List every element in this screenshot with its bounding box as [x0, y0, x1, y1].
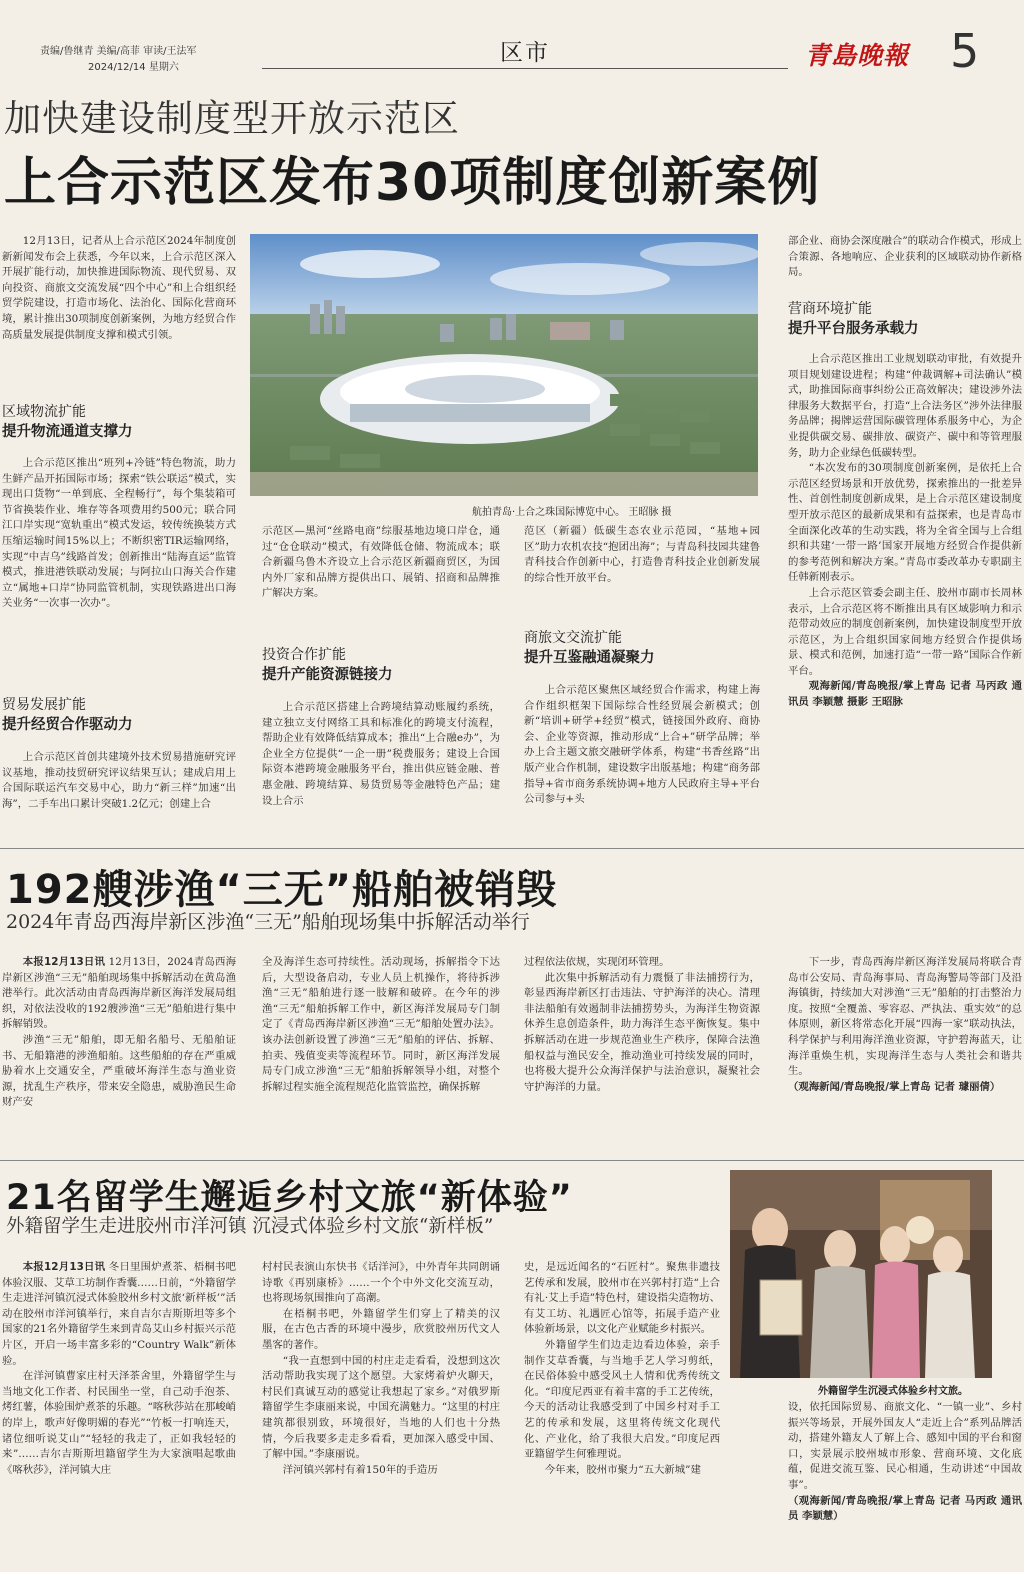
article3-col2-text: 村村民表演山东快书《话洋河》，中外青年共同朗诵诗歌《再别康桥》……一个个中外文化交流互动，也将现场氛围推向了高潮。: [262, 1261, 500, 1305]
article1-para3: 示范区—黑河“丝路电商”综服基地边境口岸仓，通过“仓仓联动”模式，有效降低仓储、物流成本；联合新疆乌鲁木齐设立上合示范区新疆商贸区，为国内外厂家和品牌方提供出口、展销、招商和品牌推广解决方案。: [262, 525, 500, 600]
article1-para5: 范区（新疆）低碳生态农业示范园，“基地+园区”助力农机农技“抱团出海”；与青岛科技园共建鲁青科技合作创新中心，打造鲁青科技企业创新发展的综合性开放平台。: [524, 525, 760, 584]
article2-byline: （观海新闻/青岛晚报/掌上青岛 记者 璩丽倩）: [788, 1080, 1001, 1093]
article3-col2: [262, 1260, 500, 1478]
article1-para10: 上合示范区管委会副主任、胶州市副市长周林表示，上合示范区将不断推出具有区域影响力和示范带动效应的制度创新案例，加快建设制度型开放示范区，为上合组织国家间地方经贸合作提供场景、模式和范例，加速打造“一带一路”国际合作新平台。: [788, 586, 1022, 677]
section-title: 区市: [500, 40, 550, 66]
subhead-5a: 营商环境扩能: [788, 301, 872, 317]
article1-para7: 部企业、商协会深度融合”的联动合作模式，形成上合策源、各地响应、企业获利的区域联动协作新格局。: [788, 235, 1022, 279]
article2-headline: 192艘涉渔“三无”船舶被销毁: [6, 867, 558, 913]
subhead-1a: 区域物流扩能: [2, 404, 86, 420]
article1-subhead-3: [262, 645, 500, 685]
article1-para1: 上合示范区推出“班列+冷链”特色物流，助力生鲜产品开拓国际市场；探索“铁公联运”模式，实现出口货物“一单到底、全程畅行”，每个集装箱可节省换装作业、堆存等各项费用约500元；联合同江口岸实现“宽轨重出”模式发运，较传统换装方式压缩运输时间15%以上；不断织密TIR运输网络，实现“中吉乌”线路首发；创新推出“陆海直运”监管模式，推进港铁联动发展；与阿拉山口海关合作建立“属地+口岸”协同监管机制，实现铁路进出口海关业务“一次事一次办”。: [2, 457, 236, 610]
article2-col2-text: 全及海洋生态可持续性。活动现场，拆解指令下达后，大型设备启动，专业人员上机操作，将待拆涉渔“三无”船舶进行逐一肢解和破碎。在今年的涉渔“三无”船舶拆解工作中，新区海洋发展局专门制定了《青岛西海岸新区涉渔“三无”船舶处置办法》。该办法创新设置了涉渔“三无”船舶的评估、拆解、拍卖、残值变卖等流程环节。同时，新区海洋发展局专门成立涉渔“三无”船舶拆解领导小组，对整个拆解过程实施全流程规范化监管监控，确保拆解: [262, 956, 500, 1093]
article1-subhead-4: [524, 628, 760, 668]
article3-col3b: 外籍留学生们边走边看边体验，亲手制作艾草香囊，与当地手艺人学习剪纸，在民俗体验中感受风土人情和优秀传统文化。“印度尼西亚有着丰富的手工艺传统，今天的活动让我感受到了中国乡村对手工艺的传承和发展，这里将传统文化现代化、产业化，给了我很大启发。”印度尼西亚籍留学生何雅理说。: [524, 1338, 720, 1461]
article1-lead: 12月13日，记者从上合示范区2024年制度创新新闻发布会上获悉，今年以来，上合示范区深入开展扩能行动，加快推进国际物流、现代贸易、双向投资、商旅文交流发展“四个中心”和上合组织经贸学院建设，打造市场化、法治化、国际化营商环境，累计推出30项制度创新案例，为地方经贸合作高质量发展提供制度支撑和模式引领。: [2, 235, 236, 341]
subhead-3b: 提升产能资源链接力: [262, 667, 393, 683]
article3-photo: [730, 1170, 992, 1378]
article1-col2: [262, 524, 500, 602]
divider-2: [0, 1160, 1024, 1161]
article3-headline: 21名留学生邂逅乡村文旅“新体验”: [6, 1178, 573, 1218]
article1-photo-caption: 航拍青岛·上合之珠国际博览中心。 王昭脉 摄: [472, 507, 672, 518]
editors-line: 责编/鲁继青 美编/高菲 审读/王法军: [40, 46, 197, 57]
article3-col4-text: 设，依托国际贸易、商旅文化、“一镇一业”、乡村振兴等场景，开展外国友人“走近上合”系列品牌活动，搭建外籍友人了解上合、感知中国的平台和窗口，实景展示胶州城市形象、营商环境、文化底蕴，促进交流互鉴、民心相通，生动讲述“中国故事”。: [788, 1401, 1022, 1491]
article1-col1-body: [2, 456, 236, 612]
masthead-logo: 青島晚報: [805, 41, 910, 70]
article2-col2: [262, 955, 500, 1095]
article1-kicker: 加快建设制度型开放示范区: [4, 97, 460, 140]
subhead-5b: 提升平台服务承载力: [788, 321, 919, 337]
article3-col2d: 洋河镇兴郭村有着150年的手造历: [282, 1463, 438, 1476]
article3-col3c: 今年来，胶州市聚力“五大新城”建: [544, 1463, 701, 1476]
article1-para4: 上合示范区搭建上合跨境结算动账履约系统，建立独立支付网络工具和标准化的跨境支付流程，帮助企业有效降低结算成本；推出“上合融e办”，为企业全方位提供“一企一册”税费服务；建设上合国际资本港跨境金融服务平台，推出供应链金融、普惠金融、跨境结算、易货贸易等金融特色产品；建设上合示: [262, 701, 500, 807]
article2-col3-text: 过程依法依规，实现闭环管理。: [524, 956, 670, 968]
subhead-4a: 商旅文交流扩能: [524, 630, 622, 646]
article1-col1-body2: [2, 750, 236, 812]
article3-photo-caption: 外籍留学生沉浸式体验乡村文旅。: [818, 1386, 968, 1397]
article2-col4: [788, 955, 1022, 1095]
article1-subhead-5: [788, 299, 1022, 339]
article1-headline: 上合示范区发布30项制度创新案例: [4, 153, 821, 213]
subhead-1b: 提升物流通道支撑力: [2, 424, 133, 440]
subhead-2a: 贸易发展扩能: [2, 697, 86, 713]
expo-center-aerial-photo: [250, 234, 758, 496]
article2-col1b: 涉渔“三无”船舶，即无船名船号、无船舶证书、无船籍港的涉渔船舶。这些船舶的存在严重威胁着水上交通安全，严重破坏海洋生态与渔业资源，扰乱生产秩序，带来安全隐患，威胁渔民生命财产安: [2, 1033, 236, 1109]
article3-col3: [524, 1260, 720, 1478]
article3-col3-text: 史，是远近闻名的“石匠村”。聚焦非遗技艺传承和发展，胶州市在兴郭村打造“上合有礼·艾上手造”特色村，建设指尖造物坊、有艾工坊、礼遇匠心馆等，拓展手造产业体验新场景，以文化产业赋能乡村振兴。: [524, 1261, 720, 1336]
article1-col4: [788, 234, 1022, 281]
article2-col3b: 此次集中拆解活动有力震慑了非法捕捞行为，彰显西海岸新区打击违法、守护海洋的决心。清理非法船舶有效遏制非法捕捞势头，为海洋生物资源休养生息创造条件，助力海洋生态平衡恢复。集中拆解活动在进一步规范渔业生产秩序，保障合法渔船权益与渔民安全，推动渔业可持续发展的同时，也将极大提升公众海洋保护与法治意识，凝聚社会守护海洋的力量。: [524, 971, 760, 1093]
article3-deck: 外籍留学生走进胶州市洋河镇 沉浸式体验乡村文旅“新样板”: [6, 1216, 494, 1237]
article1-col1: [2, 234, 236, 343]
page-number: 5: [950, 24, 980, 78]
article3-byline: （观海新闻/青岛晚报/掌上青岛 记者 马丙政 通讯员 李颖慧）: [788, 1494, 1022, 1523]
subhead-4b: 提升互鉴融通凝聚力: [524, 650, 655, 666]
article3-col1b: 在洋河镇曹家庄村天泽茶舍里，外籍留学生与当地文化工作者、村民围坐一堂，自己动手泡茶、烤红薯，体验围炉煮茶的乐趣。“喀秋莎站在那峻峭的岸上，歌声好像明媚的春光”“竹板一打响连天，诸位细听说艾山”“轻轻的我走了，正如我轻轻的来”……吉尔吉斯斯坦籍留学生为大家演唱起歌曲《喀秋莎》，洋河镇大庄: [2, 1370, 236, 1476]
article3-col4: [788, 1400, 1022, 1525]
students-photo: [730, 1170, 992, 1378]
article2-dateline: 本报12月13日讯: [22, 956, 106, 968]
article2-col4-text: 下一步，青岛西海岸新区海洋发展局将联合青岛市公安局、青岛海事局、青岛海警局等部门及沿海镇街，持续加大对涉渔“三无”船舶的打击整治力度。按照“全覆盖、零容忍、严执法、重实效”的总体原则，新区将常态化开展“四海一家”联动执法，科学保护与利用海洋渔业资源，守护碧海蓝天，让海洋重焕生机，实现海洋生态与人类社会和谐共生。: [788, 956, 1022, 1078]
article3-col2c: “我一直想到中国的村庄走走看看，没想到这次活动帮助我实现了这个愿望。大家烤着炉火聊天，村民们真诚互动的感觉让我想起了家乡。”对俄罗斯籍留学生李康丽来说，中国充满魅力。“这里的村庄建筑都很别致，环境很好，当地的人们也十分热情，今后我要多走走多看看，更加深入感受中国、了解中国。”李康丽说。: [262, 1354, 500, 1461]
article1-col3: [524, 524, 760, 586]
article1-para2: 上合示范区首创共建境外技术贸易措施研究评议基地，推动技贸研究评议结果互认；建成启用上合国际联运汽车交易中心，助力“新三样”加速“出海”，二手车出口累计突破1.2亿元；创建上合: [2, 751, 236, 810]
subhead-3a: 投资合作扩能: [262, 647, 346, 663]
subhead-2b: 提升经贸合作驱动力: [2, 717, 133, 733]
article2-col1: [2, 955, 236, 1111]
article1-subhead-2: [2, 695, 236, 735]
article2-deck: 2024年青岛西海岸新区涉渔“三无”船舶现场集中拆解活动举行: [6, 911, 530, 933]
article1-subhead-1: [2, 402, 236, 442]
article1-col3-body: [524, 683, 760, 808]
article3-col2b: 在梧桐书吧，外籍留学生们穿上了精美的汉服，在古色古香的环境中漫步，欣赏胶州历代文人墨客的著作。: [262, 1307, 500, 1351]
article1-para6: 上合示范区聚焦区域经贸合作需求，构建上海合作组织框架下国际综合性经贸展会新模式；创新“培训+研学+经贸”模式，链接国外政府、商协会、企业等资源，推动形成“上合+”研学品牌；举办上合主题文旅交融研学体系，构建“书香丝路”出版产业合作机制，建设数字出版基地；构建“商务部指导+省市商务系统协调+地方人民政府主导+平台公司参与+头: [524, 684, 760, 806]
article3-dateline: 本报12月13日讯: [22, 1261, 106, 1273]
article1-byline: 观海新闻/青岛晚报/掌上青岛 记者 马丙政 通讯员 李颖慧 摄影 王昭脉: [788, 680, 1022, 709]
article3-col1-text: 冬日里围炉煮茶、梧桐书吧体验汉服、艾草工坊制作香囊……日前，“外籍留学生走进洋河镇沉浸式体验胶州乡村文旅‘新样板’”活动在胶州市洋河镇举行，来自吉尔吉斯斯坦等多个国家的21名外籍留学生来到青岛艾山乡村振兴示范片区，开启一场丰富多彩的“Country Walk”新体验。: [2, 1261, 236, 1367]
article1-para8: 上合示范区推出工业规划联动审批，有效提升项目规划建设进程；构建“仲裁调解+司法确认”模式，助推国际商事纠纷公正高效解决；建设涉外法律服务大数据平台，打造“上合法务区”涉外法律服务品牌；揭牌运营国际碳管理体系服务中心，为企业提供碳交易、碳排放、碳资产、碳中和等管理服务，助力企业绿色低碳转型。: [788, 353, 1022, 459]
divider-1: [0, 848, 1024, 849]
article1-para9: “本次发布的30项制度创新案例，是依托上合示范区经贸场景和开放优势，探索推出的一批差异性、首创性制度创新成果，是上合示范区建设制度型开放示范区的最新成果和有益探索，也是青岛市全面深化改革的生动实践，将为全省全国与上合组织和共建‘一带一路’国家开展地方经贸合作提供新的参考范例和解决方案。”青岛市委改革办专职副主任韩新刚表示。: [788, 462, 1022, 584]
date-line: 2024/12/14 星期六: [88, 62, 179, 73]
article1-photo: [250, 234, 758, 496]
article1-col2-body: [262, 700, 500, 809]
page-header-info: [40, 44, 196, 76]
article2-col3: [524, 955, 760, 1095]
article2-col1-text: 12月13日，2024青岛西海岸新区涉渔“三无”船舶现场集中拆解活动在黄岛渔港举行。此次活动由青岛西海岸新区海洋发展局组织，对依法没收的192艘涉渔“三无”船舶进行集中拆解销毁。: [2, 956, 237, 1031]
article1-col4-body: [788, 352, 1022, 711]
article3-col1: [2, 1260, 236, 1478]
